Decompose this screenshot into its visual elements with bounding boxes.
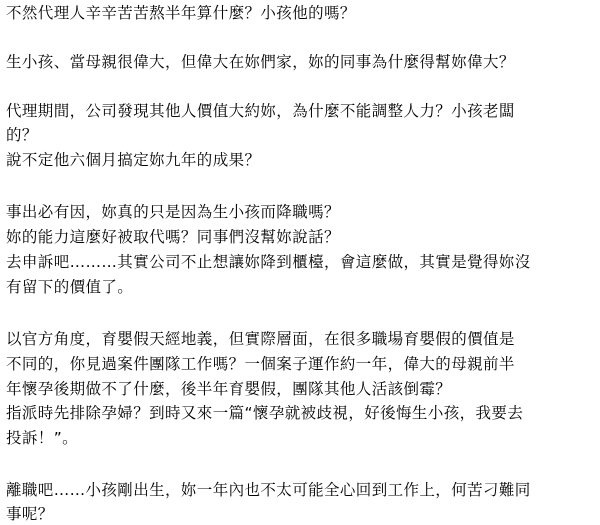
post-line: 事呢？ <box>6 505 54 523</box>
post-line: 妳的能力這麼好被取代嗎？同事們沒幫妳說話？ <box>6 228 340 246</box>
post-line: 不同的，你見過案件團隊工作嗎？一個案子運作約一年，偉大的母親前半 <box>6 355 515 373</box>
post-line: 的？ <box>6 126 38 144</box>
post-line: 年懷孕後期做不了什麼，後半年育嬰假，團隊其他人活該倒霉？ <box>6 380 452 398</box>
post-line: 指派時先排除孕婦？到時又來一篇“懷孕就被歧視，好後悔生小孩，我要去 <box>6 404 524 422</box>
post-line: 去申訴吧………其實公司不止想讓妳降到櫃檯，會這麼做，其實是覺得妳沒 <box>6 253 531 271</box>
post-line: 有留下的價值了。 <box>6 278 134 296</box>
post-line: 生小孩、當母親很偉大，但偉大在妳們家，妳的同事為什麼得幫妳偉大？ <box>6 53 515 71</box>
post-line: 不然代理人辛辛苦苦熬半年算什麼？小孩他的嗎？ <box>6 4 356 22</box>
post-line: 投訴！”。 <box>6 429 79 447</box>
post-line: 離職吧……小孩剛出生，妳一年內也不太可能全心回到工作上，何苦刁難同 <box>6 481 531 499</box>
post-line: 事出必有因，妳真的只是因為生小孩而降職嗎？ <box>6 203 340 221</box>
post-line: 說不定他六個月搞定妳九年的成果？ <box>6 151 261 169</box>
post-line: 以官方角度，育嬰假天經地義，但實際層面，在很多職場育嬰假的價值是 <box>6 330 515 348</box>
post-line: 代理期間，公司發現其他人價值大約妳，為什麼不能調整人力？小孩老闆 <box>6 102 515 120</box>
